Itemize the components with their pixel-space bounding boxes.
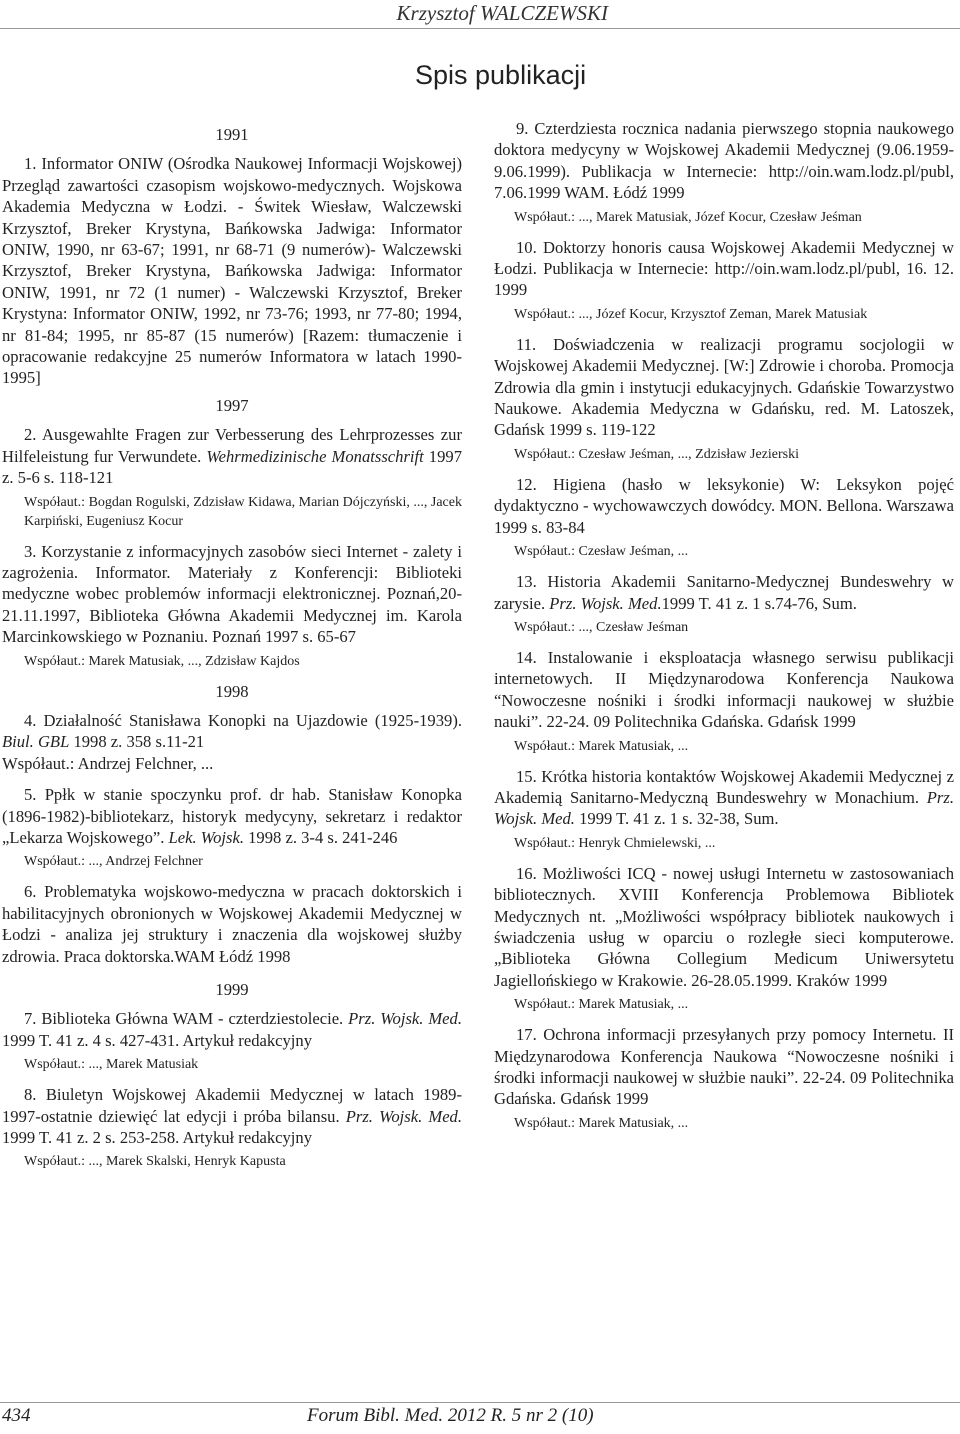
publication-entry-16: 16. Możliwości ICQ - nowej usługi Internetu w zastosowaniach bibliotecznych. XVIII Konferencja Problemowa Bibliotek Medycznych nt. „Możliwości współpracy bibliotek naukowych i świadczenia usług w oparciu o rozległe sieci komputerowe. „Biblioteka Główna Collegium Medicum Uniwersytetu Jagiellońskiego w Krakowie. 26-28.05.1999. Kraków 1999 [494, 863, 954, 990]
entry-5-details: 1998 z. 3-4 s. 241-246 [243, 827, 398, 847]
entry-13-text: 13. Historia Akademii Sanitarno-Medycznej Bundeswehry w zarysie. [494, 572, 954, 613]
entry-7-details: 1999 T. 41 z. 4 s. 427-431. Artykuł redakcyjny [2, 1030, 313, 1050]
entry-15-journal: Prz. Wojsk. Med. [494, 787, 954, 829]
entry-8-journal: Prz. Wojsk. Med. [345, 1106, 463, 1126]
page-title: Spis publikacji [415, 60, 587, 90]
entry-7-journal: Prz. Wojsk. Med. [348, 1009, 462, 1029]
publication-entry-3: 3. Korzystanie z informacyjnych zasobów sieci Internet - zalety i zagrożenia. Informator. Materiały z Konferencji: Biblioteki medyczne wobec problemów informacji elektronicznej. Poznań,20-21.11.1997, Biblioteka Główna Akademii Medycznej im. Karola Marcinkowskiego w Poznaniu. Poznań 1997 s. 65-67 [2, 541, 462, 647]
publication-entry-10: 10. Doktorzy honoris causa Wojskowej Akademii Medycznej w Łodzi. Publikacja w Internecie: http://oin.wam.lodz.pl/publ, 16. 12. 1999 [494, 237, 954, 300]
publication-entry-12: 12. Higiena (hasło w leksykonie) W: Leksykon pojęć dydaktyczno - wychowawczych dowódcy. MON. Bellona. Warszawa 1999 s. 83-84 [494, 474, 954, 537]
entry-5-journal: Lek. Wojsk. [168, 827, 244, 847]
publication-entry-5 [2, 784, 462, 848]
publication-entry-8 [2, 1084, 462, 1148]
publication-entry-7 [2, 1008, 462, 1051]
year-heading-1991: 1991 [215, 125, 249, 144]
entry-13-journal: Prz. Wojsk. Med. [549, 593, 662, 613]
coauthors-2: Współaut.: Bogdan Rogulski, Zdzisław Kidawa, Marian Dójczyński, ..., Jacek Karpiński, Eugeniusz Kocur [24, 494, 462, 529]
coauthors-12: Współaut.: Czesław Jeśman, ... [514, 544, 689, 560]
header-author: Krzysztof WALCZEWSKI [396, 1, 608, 25]
coauthors-9: Współaut.: ..., Marek Matusiak, Józef Kocur, Czesław Jeśman [514, 209, 862, 225]
page-footer [0, 1402, 960, 1434]
entry-15-text: 15. Krótka historia kontaktów Wojskowej Akademii Medycznej z Akademią Sanitarno-Medyczną Bundeswehry w Monachium. [494, 766, 954, 807]
entry-13-details: 1999 T. 41 z. 1 s.74-76, Sum. [661, 593, 857, 613]
entry-4-journal: Biul. GBL [2, 732, 70, 752]
running-header [0, 0, 960, 29]
coauthors-5: Współaut.: ..., Andrzej Felchner [24, 854, 203, 870]
publication-entry-6: 6. Problematyka wojskowo-medyczna w pracach doktorskich i habilitacyjnych obronionych w Wojskowej Akademii Medycznej w Łodzi - analiza jej struktury i znaczenia dla wojskowej służby zdrowia. Praca doktorska.WAM Łódź 1998 [2, 882, 462, 966]
year-heading-1997: 1997 [215, 395, 249, 415]
coauthors-11: Współaut.: Czesław Jeśman, ..., Zdzisław Jezierski [514, 446, 799, 462]
coauthors-14: Współaut.: Marek Matusiak, ... [514, 738, 689, 754]
entry-2-text: 2. Ausgewahlte Fragen zur Verbesserung des Lehrprozesses zur Hilfeleistung fur Verwundete. [2, 425, 462, 466]
coauthors-17: Współaut.: Marek Matusiak, ... [514, 1115, 689, 1131]
publication-entry-9: 9. Czterdziesta rocznica nadania pierwszego stopnia naukowego doktora medycyny w Wojskowej Akademii Medycznej (9.06.1959-9.06.1999). Publikacja w Internecie: http://oin.wam.lodz.pl/publ, 7.06.1999 WAM. Łódź 1999 [494, 119, 954, 203]
page-number: 434 [2, 1405, 31, 1426]
coauthors-10: Współaut.: ..., Józef Kocur, Krzysztof Zeman, Marek Matusiak [514, 306, 868, 322]
journal-citation: Forum Bibl. Med. 2012 R. 5 nr 2 (10) [307, 1405, 594, 1426]
publication-entry-4 [2, 710, 462, 753]
publication-entry-13 [494, 571, 954, 614]
coauthors-8: Współaut.: ..., Marek Skalski, Henryk Kapusta [24, 1154, 286, 1170]
entry-8-details: 1999 T. 41 z. 2 s. 253-258. Artykuł redakcyjny [2, 1128, 313, 1148]
year-heading-1999: 1999 [215, 980, 249, 999]
coauthors-16: Współaut.: Marek Matusiak, ... [514, 997, 689, 1013]
coauthors-3: Współaut.: Marek Matusiak, ..., Zdzisław Kajdos [24, 653, 300, 669]
coauthors-4: Współaut.: Andrzej Felchner, ... [2, 753, 214, 773]
entry-15-details: 1999 T. 41 z. 1 s. 32-38, Sum. [574, 809, 779, 829]
coauthors-7: Współaut.: ..., Marek Matusiak [24, 1057, 199, 1073]
left-column [2, 118, 462, 1181]
entry-2-journal: Wehrmedizinische Monatsschrift [206, 446, 424, 466]
entry-4-text: 4. Działalność Stanisława Konopki na Ujazdowie (1925-1939). [24, 710, 462, 730]
coauthors-13: Współaut.: ..., Czesław Jeśman [514, 619, 689, 635]
entry-7-text: 7. Biblioteka Główna WAM - czterdziestolecie. [24, 1009, 349, 1029]
coauthors-15: Współaut.: Henryk Chmielewski, ... [514, 835, 716, 851]
year-heading-1998: 1998 [215, 681, 249, 701]
right-column [494, 118, 954, 1143]
publication-entry-2 [2, 424, 462, 488]
publication-entry-11: 11. Doświadczenia w realizacji programu socjologii w Wojskowej Akademii Medycznej. [W:] Zdrowie i choroba. Promocja Zdrowia dla gmin i instytucji edukacyjnych. Gdańskie Towarzystwo Naukowe. Akademia Medyczna w Gdańsku, red. M. Latoszek, Gdańsk 1999 s. 119-122 [494, 334, 954, 440]
publication-entry-17: 17. Ochrona informacji przesyłanych przy pomocy Internetu. II Międzynarodowa Konferencja Naukowa “Nowoczesne nośniki i środki informacji naukowej w służbie nauki”. 22-24. 09 Politechnika Gdańska. Gdańsk 1999 [494, 1025, 954, 1109]
entry-2-details: 1997 z. 5-6 s. 118-121 [2, 446, 462, 488]
publication-entry-15 [494, 766, 954, 830]
entry-5-text: 5. Ppłk w stanie spoczynku prof. dr hab. Stanisław Konopka (1896-1982)-bibliotekarz, historyk medycyny, sekretarz i redaktor „Lekarza Wojskowego”. [2, 785, 462, 847]
publication-entry-1: 1. Informator ONIW (Ośrodka Naukowej Informacji Wojskowej) Przegląd zawartości czasopism wojskowo-medycznych. Wojskowa Akademia Medyczna w Łodzi. - Świtek Wiesław, Walczewski Krzysztof, Breker Krystyna, Bańkowska Jadwiga: Informator ONIW, 1990, nr 63-67; 1991, nr 68-71 (9 numerów)- Walczewski Krzysztof, Breker Krystyna, Bańkowska Jadwiga: Informator ONIW, 1991, nr 72 (1 numer) - Walczewski Krzysztof, Breker Krystyna: Informator ONIW, 1992, nr 73-76; 1993, nr 77-80; 1994, nr 81-84; 1995, nr 85-87 (15 numerów) [Razem: tłumaczenie i opracowanie redakcyjne 25 numerów Informatora w latach 1990-1995] [2, 154, 462, 388]
publication-entry-14: 14. Instalowanie i eksploatacja własnego serwisu publikacji internetowych. II Międzynarodowa Konferencja Naukowa “Nowoczesne nośniki i środki informacji naukowej w służbie nauki”. 22-24. 09 Politechnika Gdańska. Gdańsk 1999 [494, 647, 954, 732]
entry-8-text: 8. Biuletyn Wojskowej Akademii Medycznej w latach 1989-1997-ostatnie dziewięć lat edycji i próba bilansu. [2, 1085, 462, 1126]
entry-4-details: 1998 z. 358 s.11-21 [69, 732, 205, 752]
